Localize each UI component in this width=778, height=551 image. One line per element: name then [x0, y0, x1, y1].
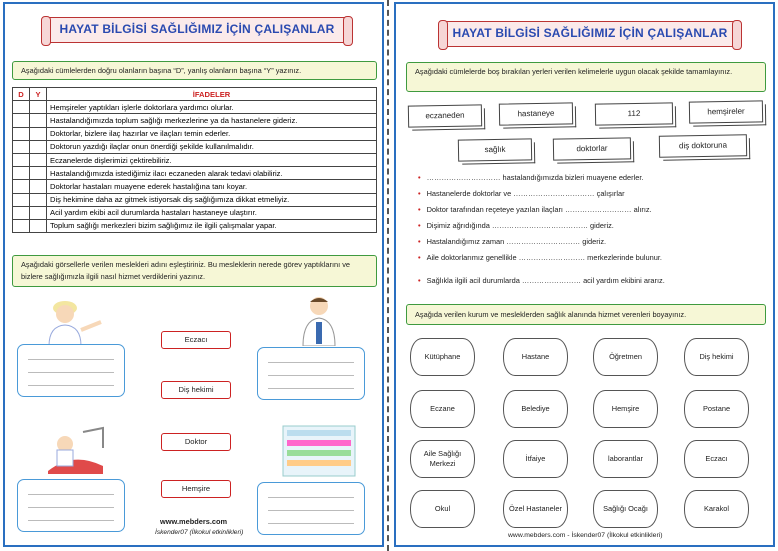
answer-d-cell[interactable] — [13, 101, 30, 114]
answer-d-cell[interactable] — [13, 153, 30, 166]
word-card[interactable]: doktorlar — [553, 137, 631, 160]
right-title: HAYAT BİLGİSİ SAĞLIĞIMIZ İÇİN ÇALIŞANLAR — [444, 21, 736, 47]
coloring-item[interactable]: Hemşire — [593, 390, 658, 428]
table-row — [13, 140, 377, 153]
table-row — [13, 114, 377, 127]
fill-sentence: • Hastalandığımız zaman ………………………… gideriz. — [418, 237, 607, 246]
table-row — [13, 167, 377, 180]
right-footer: www.mebders.com - İskender07 (İlkokul etkinlikleri) — [508, 532, 663, 539]
statement: Doktorlar hastaları muayene ederek hastalığına tanı koyar. — [47, 180, 377, 193]
coloring-item[interactable]: İtfaiye — [503, 440, 568, 478]
dentist-illustration — [43, 426, 113, 476]
right-instruction-color: Aşağıda verilen kurum ve mesleklerden sağlık alanında hizmet verenleri boyayınız. — [406, 304, 766, 325]
answer-box-pharmacist[interactable] — [257, 482, 365, 535]
fill-sentence: • Aile doktorlarımız genellikle ……………………… merkezlerinde bulunur. — [418, 253, 662, 262]
coloring-item[interactable]: Okul — [410, 490, 475, 528]
table-row — [13, 127, 377, 140]
profession-label[interactable]: Eczacı — [161, 331, 231, 349]
answer-d-cell[interactable] — [13, 206, 30, 219]
coloring-item[interactable]: Aile Sağlığı Merkezi — [410, 440, 475, 478]
answer-y-cell[interactable] — [30, 127, 47, 140]
right-instruction-fill: Aşağıdaki cümlelerde boş bırakılan yerleri verilen kelimelerle uygun olacak şekilde tamamlayınız. — [406, 62, 766, 92]
table-row — [13, 219, 377, 232]
right-worksheet — [394, 2, 775, 547]
coloring-item[interactable]: laborantlar — [593, 440, 658, 478]
statement: Toplum sağlığı merkezleri bizim sağlığımız ile ilgili çalışmalar yapar. — [47, 219, 377, 232]
left-footer-author: İskender07 (İlkokul etkinlikleri) — [155, 529, 244, 536]
statement: Doktorun yazdığı ilaçlar onun önerdiği şekilde kullanılmalıdır. — [47, 140, 377, 153]
nurse-illustration — [35, 296, 107, 346]
answer-d-cell[interactable] — [13, 114, 30, 127]
table-row — [13, 180, 377, 193]
statement: Acil yardım ekibi acil durumlarda hastaları hastaneye ulaştırır. — [47, 206, 377, 219]
left-instruction-true-false: Aşağıdaki cümlelerden doğru olanların başına “D”, yanlış olanların başına “Y” yazınız. — [12, 61, 377, 80]
answer-y-cell[interactable] — [30, 140, 47, 153]
table-row — [13, 153, 377, 166]
table-row — [13, 101, 377, 114]
statement: Hastalandığımızda toplum sağlığı merkezlerine ya da hastanelere gideriz. — [47, 114, 377, 127]
answer-y-cell[interactable] — [30, 206, 47, 219]
fill-sentence: • Sağlıkla ilgili acil durumlarda …………………… acil yardım ekibini ararız. — [418, 276, 665, 285]
answer-y-cell[interactable] — [30, 167, 47, 180]
doctor-illustration — [295, 294, 345, 346]
page-divider — [387, 0, 389, 551]
answer-y-cell[interactable] — [30, 153, 47, 166]
word-card[interactable]: diş doktoruna — [659, 134, 747, 158]
answer-y-cell[interactable] — [30, 114, 47, 127]
answer-d-cell[interactable] — [13, 193, 30, 206]
fill-sentence: • ………………………… hastalandığımızda bizleri muayene ederler. — [418, 173, 644, 182]
coloring-item[interactable]: Eczane — [410, 390, 475, 428]
left-footer-site: www.mebders.com — [160, 517, 228, 526]
coloring-item[interactable]: Karakol — [684, 490, 749, 528]
answer-d-cell[interactable] — [13, 219, 30, 232]
fill-sentence: • Doktor tarafından reçeteye yazılan ilaçları ……………………… alırız. — [418, 205, 652, 214]
left-title: HAYAT BİLGİSİ SAĞLIĞIMIZ İÇİN ÇALIŞANLAR — [47, 17, 347, 43]
header-d: D — [13, 88, 30, 101]
fill-sentence: • Hastanelerde doktorlar ve …………………………… çalışırlar — [418, 189, 625, 198]
coloring-item[interactable]: Kütüphane — [410, 338, 475, 376]
answer-box-nurse[interactable] — [17, 344, 125, 397]
answer-y-cell[interactable] — [30, 180, 47, 193]
statement: Eczanelerde dişlerimizi çektirebiliriz. — [47, 153, 377, 166]
answer-d-cell[interactable] — [13, 167, 30, 180]
profession-label[interactable]: Diş hekimi — [161, 381, 231, 399]
word-card[interactable]: hastaneye — [499, 102, 573, 125]
answer-y-cell[interactable] — [30, 101, 47, 114]
left-worksheet — [3, 2, 384, 547]
coloring-item[interactable]: Hastane — [503, 338, 568, 376]
statement: Hemşireler yaptıkları işlerle doktorlara yardımcı olurlar. — [47, 101, 377, 114]
table-row — [13, 206, 377, 219]
true-false-table — [12, 87, 377, 233]
table-row — [13, 193, 377, 206]
fill-sentence: • Dişimiz ağrıdığında ………………………………… gideriz. — [418, 221, 614, 230]
coloring-item[interactable]: Öğretmen — [593, 338, 658, 376]
word-card[interactable]: sağlık — [458, 138, 532, 161]
header-statements: İFADELER — [47, 88, 377, 101]
answer-d-cell[interactable] — [13, 180, 30, 193]
word-card[interactable]: eczaneden — [408, 104, 482, 127]
statement: Doktorlar, bizlere ilaç hazırlar ve ilaçları temin ederler. — [47, 127, 377, 140]
coloring-item[interactable]: Postane — [684, 390, 749, 428]
coloring-item[interactable]: Sağlığı Ocağı — [593, 490, 658, 528]
word-card[interactable]: 112 — [595, 102, 673, 125]
statement: Hastalandığımızda istediğimiz ilacı eczaneden alarak tedavi olabiliriz. — [47, 167, 377, 180]
coloring-item[interactable]: Özel Hastaneler — [503, 490, 568, 528]
coloring-item[interactable]: Eczacı — [684, 440, 749, 478]
coloring-item[interactable]: Diş hekimi — [684, 338, 749, 376]
statement: Diş hekimine daha az gitmek istiyorsak diş sağlığımıza dikkat etmeliyiz. — [47, 193, 377, 206]
answer-y-cell[interactable] — [30, 193, 47, 206]
pharmacy-illustration — [281, 424, 357, 478]
header-y: Y — [30, 88, 47, 101]
answer-box-dentist[interactable] — [17, 479, 125, 532]
coloring-item[interactable]: Belediye — [503, 390, 568, 428]
answer-box-doctor[interactable] — [257, 347, 365, 400]
answer-y-cell[interactable] — [30, 219, 47, 232]
profession-label[interactable]: Hemşire — [161, 480, 231, 498]
answer-d-cell[interactable] — [13, 127, 30, 140]
word-card[interactable]: hemşireler — [689, 100, 763, 123]
left-instruction-matching: Aşağıdaki görsellerle verilen meslekleri adını eşleştiriniz. Bu mesleklerin nerede görev yaptıklarını ve bizlere sağlığımızla ilgili nasıl hizmet verdiklerini yazınız. — [12, 255, 377, 287]
answer-d-cell[interactable] — [13, 140, 30, 153]
profession-label[interactable]: Doktor — [161, 433, 231, 451]
